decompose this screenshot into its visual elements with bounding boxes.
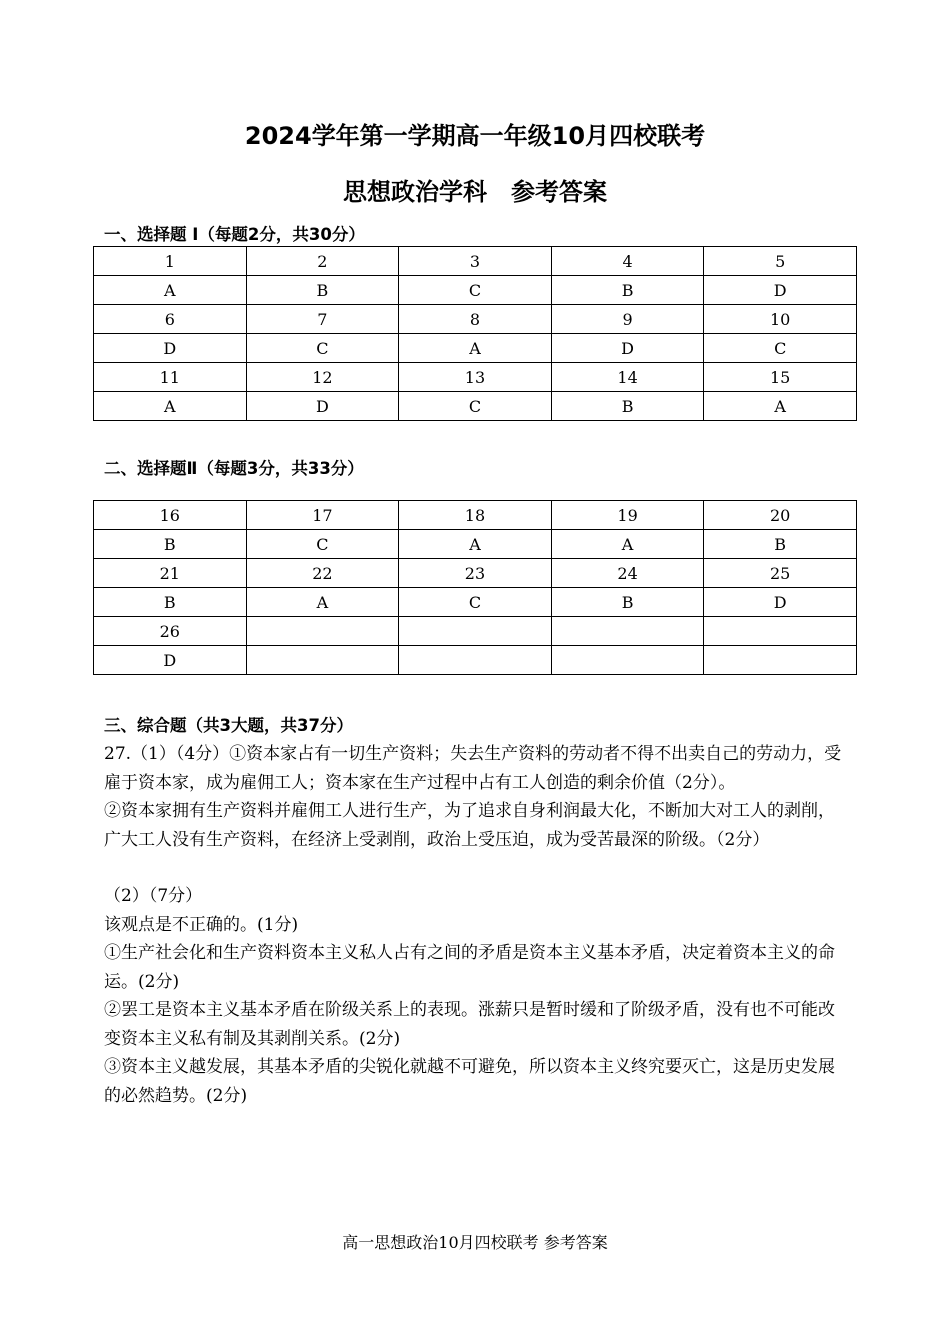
table-cell: 13 — [399, 363, 552, 392]
table-row — [94, 646, 857, 675]
table-cell: B — [94, 588, 247, 617]
table-cell — [551, 617, 704, 646]
table-cell — [399, 646, 552, 675]
table-cell: 23 — [399, 559, 552, 588]
table-cell: A — [94, 276, 247, 305]
table-cell: 20 — [704, 501, 857, 530]
table-cell — [704, 617, 857, 646]
table-row — [94, 617, 857, 646]
table-cell: D — [246, 392, 399, 421]
answer-table-2 — [93, 500, 857, 675]
answer-paragraph: ①生产社会化和生产资料资本主义私人占有之间的矛盾是资本主义基本矛盾，决定着资本主义的命运。(2分) — [104, 943, 835, 992]
table-cell: 17 — [246, 501, 399, 530]
table-row — [94, 334, 857, 363]
table-cell: A — [399, 334, 552, 363]
question-27-answer — [104, 740, 850, 1110]
table-cell: A — [399, 530, 552, 559]
document-subtitle: 思想政治学科 参考答案 — [343, 178, 607, 206]
table-cell: D — [94, 646, 247, 675]
table-cell: A — [704, 392, 857, 421]
table-cell: 19 — [551, 501, 704, 530]
table-cell: 11 — [94, 363, 247, 392]
table-cell: B — [551, 392, 704, 421]
table-cell: C — [704, 334, 857, 363]
table-cell: 18 — [399, 501, 552, 530]
table-cell: 14 — [551, 363, 704, 392]
answer-paragraph: 该观点是不正确的。(1分) — [104, 914, 299, 935]
table-cell: D — [704, 276, 857, 305]
table-cell: 4 — [551, 247, 704, 276]
table-cell: A — [551, 530, 704, 559]
answer-table-1 — [93, 246, 857, 421]
table-cell: B — [704, 530, 857, 559]
section3-heading: 三、综合题（共3大题，共37分） — [104, 716, 353, 735]
table-cell: B — [94, 530, 247, 559]
table-cell: 25 — [704, 559, 857, 588]
table-cell: C — [246, 334, 399, 363]
table-row — [94, 247, 857, 276]
table-cell: 16 — [94, 501, 247, 530]
table-row — [94, 276, 857, 305]
table-cell: 12 — [246, 363, 399, 392]
table-cell: 24 — [551, 559, 704, 588]
table-cell: C — [246, 530, 399, 559]
answer-paragraph: ②罢工是资本主义基本矛盾在阶级关系上的表现。涨薪只是暂时缓和了阶级矛盾，没有也不可能改变资本主义私有制及其剥削关系。(2分) — [104, 1000, 835, 1049]
table-row — [94, 305, 857, 334]
answer-paragraph: 27.（1）（4分）①资本家占有一切生产资料；失去生产资料的劳动者不得不出卖自己的劳动力，受雇于资本家，成为雇佣工人；资本家在生产过程中占有工人创造的剩余价值（2分）。 — [104, 744, 842, 793]
table-row — [94, 559, 857, 588]
table-cell — [246, 646, 399, 675]
table-cell: D — [704, 588, 857, 617]
table-cell: 8 — [399, 305, 552, 334]
table-cell: 21 — [94, 559, 247, 588]
table-row — [94, 392, 857, 421]
table-cell: D — [551, 334, 704, 363]
table-cell: 2 — [246, 247, 399, 276]
answer-paragraph: （2）（7分） — [104, 886, 203, 906]
table-cell: 6 — [94, 305, 247, 334]
table-row — [94, 530, 857, 559]
table-cell: 10 — [704, 305, 857, 334]
section1-heading: 一、选择题 I（每题2分，共30分） — [104, 225, 365, 244]
table-cell: B — [551, 588, 704, 617]
table-cell: A — [246, 588, 399, 617]
answer-paragraph: ③资本主义越发展，其基本矛盾的尖锐化就越不可避免，所以资本主义终究要灭亡，这是历史发展的必然趋势。(2分) — [104, 1057, 835, 1106]
table-cell: C — [399, 588, 552, 617]
table-cell: A — [94, 392, 247, 421]
section2-heading: 二、选择题Ⅱ（每题3分，共33分） — [104, 459, 364, 478]
page-footer: 高一思想政治10月四校联考 参考答案 — [342, 1233, 608, 1252]
table-cell: 9 — [551, 305, 704, 334]
table-cell: 7 — [246, 305, 399, 334]
table-cell: 5 — [704, 247, 857, 276]
table-cell — [551, 646, 704, 675]
table-cell: 1 — [94, 247, 247, 276]
table-cell: D — [94, 334, 247, 363]
table-cell — [399, 617, 552, 646]
table-cell — [704, 646, 857, 675]
table-cell — [246, 617, 399, 646]
answer-paragraph: ②资本家拥有生产资料并雇佣工人进行生产，为了追求自身利润最大化，不断加大对工人的剥削，广大工人没有生产资料，在经济上受剥削，政治上受压迫，成为受苦最深的阶级。（2分） — [104, 801, 835, 850]
table-cell: 15 — [704, 363, 857, 392]
table-row — [94, 588, 857, 617]
table-cell: C — [399, 276, 552, 305]
table-cell: B — [551, 276, 704, 305]
table-cell: 22 — [246, 559, 399, 588]
table-row — [94, 501, 857, 530]
table-cell: 3 — [399, 247, 552, 276]
table-cell: 26 — [94, 617, 247, 646]
table-row — [94, 363, 857, 392]
table-cell: C — [399, 392, 552, 421]
document-title: 2024学年第一学期高一年级10月四校联考 — [244, 122, 706, 150]
table-cell: B — [246, 276, 399, 305]
